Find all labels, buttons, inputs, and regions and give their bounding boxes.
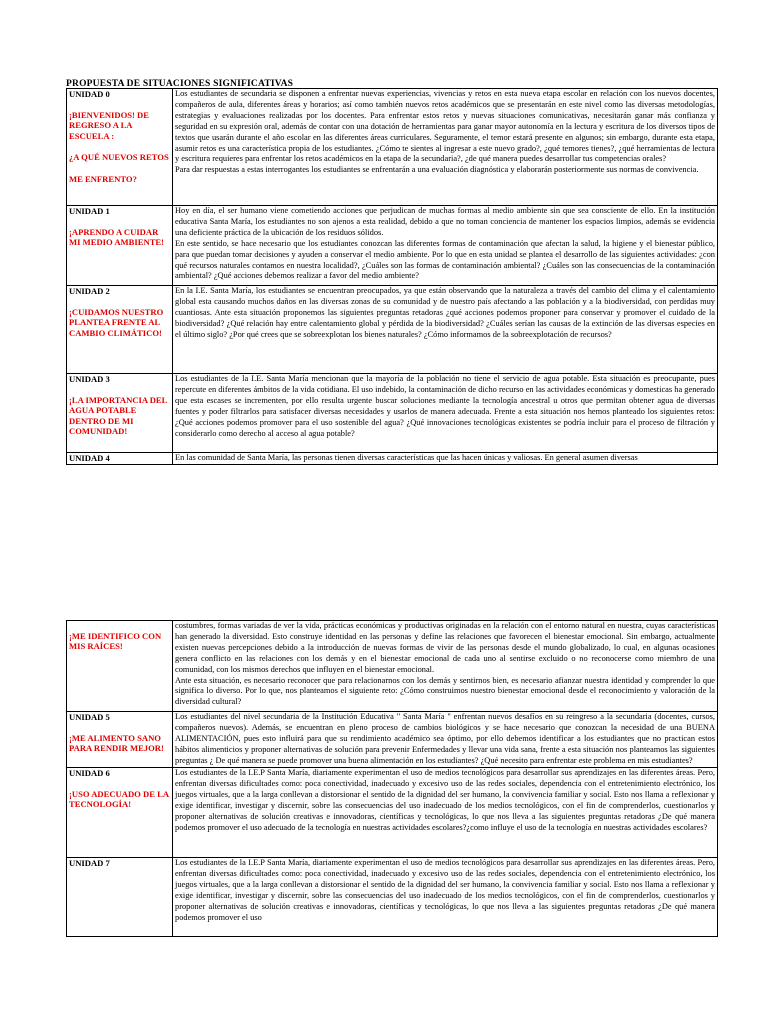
situations-table-page-1 xyxy=(66,88,718,465)
unit-cell xyxy=(67,374,173,453)
unit-label: UNIDAD 0 xyxy=(69,89,110,99)
unit-label: UNIDAD 4 xyxy=(69,453,110,463)
document-title: PROPUESTA DE SITUACIONES SIGNIFICATIVAS xyxy=(66,79,294,89)
unit-theme xyxy=(69,227,170,248)
unit-theme xyxy=(69,789,170,810)
unit-cell xyxy=(67,453,173,465)
unit-row xyxy=(67,768,718,858)
unit-theme xyxy=(69,631,170,652)
description-paragraph: Los estudiantes de la I.E. Santa María mencionan que la mayoría de la población no tiene el servicio de agua potable. Esta situación es preocupante, pues repercute en diferentes ámbitos de la vida cotidiana. El uso indebido, la contaminación de dicho recurso en las actividades económicas y domesticas ha generado que esta escases se incrementen, por ello resulta urgente buscar soluciones mediante la tecnología ancestral u otros que permitan obtener agua de diversas fuentes y poder filtrarlos para satisfacer diversas necesidades y usarlos de manera adecuada. Frente a esta situación nos hemos planteado los siguientes retos: ¿Qué acciones podemos promover para el uso sostenible del agua? ¿Qué innovaciones tecnológicas existentes se podría incluir para el proceso de filtración y considerarlo como derecho al acceso al agua potable? xyxy=(175,374,715,438)
description-paragraph: En este sentido, se hace necesario que los estudiantes conozcan las diferentes formas de contaminación que afectan la salud, la higiene y el bienestar público, para que puedan tomar decisiones y ayuden a conservar el medio ambiente. Por lo que en esta unidad se plantea el desarrollo de las siguientes actividades: ¿con qué recursos naturales contamos en nuestra localidad?, ¿Cuáles son las formas de contaminación ambiental? ¿Cuáles son las consecuencias de la contaminación ambiental? ¿Qué acciones debemos realizar a favor del medio ambiente? xyxy=(175,238,715,281)
situations-table-page-2 xyxy=(66,620,718,937)
unit-description xyxy=(173,858,718,937)
unit-theme-line: ME ENFRENTO? xyxy=(69,173,137,184)
unit-description xyxy=(173,712,718,768)
unit-row xyxy=(67,712,718,768)
unit-theme xyxy=(69,307,170,338)
unit-row xyxy=(67,621,718,712)
description-paragraph: Ante esta situación, es necesario reconocer que para relacionarnos con los demás y sentirnos bien, es necesario afianzar nuestra identidad y comprender lo que significa lo diverso. Por lo que, nos planteamos el siguiente reto: ¿Cómo construimos nuestro bienestar emocional desde el reconocimiento y valoración de la diversidad cultural? xyxy=(175,675,715,707)
unit-label: UNIDAD 6 xyxy=(69,768,110,778)
unit-row xyxy=(67,286,718,374)
unit-label: UNIDAD 1 xyxy=(69,206,110,216)
unit-theme-line: ¡USO ADECUADO DE LA TECNOLOGÍA! xyxy=(69,788,169,810)
description-paragraph: Los estudiantes de la I.E.P Santa María, diariamente experimentan el uso de medios tecnológicos para desarrollar sus aprendizajes en las diferentes áreas. Pero, enfrentan diversas dificultades como: poca conectividad, inadecuado y excesivo uso de las redes sociales, dependencia con el entretenimiento electrónico, los juegos virtuales, que a la larga conllevan a distorsionar el sentido de la dignidad del ser humano, la convivencia familiar y social. Esto nos llama a reflexionar y exige identificar, investigar y discernir, sobre las consecuencias del uso inadecuado de los medios tecnológicos, con el fin de comprenderlos, cuestionarlos y proponer alternativas de solución creativas e innovadoras, científicas y tecnológicas, lo que nos lleva a las siguientes preguntas retadoras ¿De qué manera podemos promover el uso xyxy=(175,858,715,922)
unit-cell xyxy=(67,858,173,937)
unit-theme-line: ¡BIENVENIDOS! DE REGRESO A LA ESCUELA : xyxy=(69,109,149,141)
unit-theme xyxy=(69,395,170,437)
unit-cell xyxy=(67,206,173,286)
unit-cell xyxy=(67,712,173,768)
unit-theme-line: ¡ME ALIMENTO SANO PARA RENDIR MEJOR! xyxy=(69,732,164,754)
unit-cell xyxy=(67,89,173,206)
unit-label: UNIDAD 2 xyxy=(69,286,110,296)
description-paragraph: costumbres, formas variadas de ver la vida, prácticas económicas y productivas originadas en la relación con el entorno natural en nuestra, cuyas características han generado la diversidad. Esto construye identidad en las personas y define las relaciones que favorecen el bienestar emocional. Sin embargo, actualmente existen nuevas percepciones debido a la introducción de nuevas formas de vivir de las personas desde el mundo globalizado, lo cual, en algunas ocasiones genera conflicto en las relaciones con los demás y en el bienestar emocional de cada uno al sentirse excluido o no reconocerse como miembro de una comunidad, con los mismos derechos que influyen en el bienestar emocional. xyxy=(175,621,715,674)
unit-theme-line: ¿A QUÉ NUEVOS RETOS xyxy=(69,152,169,163)
unit-description xyxy=(173,621,718,712)
unit-theme-line: ¡ME IDENTIFICO CON MIS RAÍCES! xyxy=(69,631,162,652)
unit-description xyxy=(173,768,718,858)
unit-label: UNIDAD 5 xyxy=(69,712,110,722)
unit-description xyxy=(173,206,718,286)
unit-description xyxy=(173,286,718,374)
unit-theme xyxy=(69,733,170,754)
unit-row xyxy=(67,89,718,206)
unit-cell xyxy=(67,621,173,712)
description-paragraph: Hoy en día, el ser humano viene cometiendo acciones que perjudican de muchas formas al medio ambiente sin que sea consciente de ello. En la institución educativa Santa María, los estudiantes no son ajenos a esta realidad, debido a que no toman conciencia de mantener los espacios limpios, además se evidencia una deficiente práctica de la ubicación de los residuos sólidos. xyxy=(175,206,715,237)
unit-description xyxy=(173,374,718,453)
description-paragraph: Para dar respuestas a estas interrogantes los estudiantes se enfrentarán a una evaluación diagnóstica y elaborarán posteriormente sus normas de convivencia. xyxy=(175,165,699,175)
unit-row xyxy=(67,858,718,937)
unit-theme-line: ¡LA IMPORTANCIA DEL AGUA POTABLE DENTRO DE MI COMUNIDAD! xyxy=(69,394,167,437)
unit-row xyxy=(67,374,718,453)
unit-description xyxy=(173,89,718,206)
unit-theme-line: ¡APRENDO A CUIDAR MI MEDIO AMBIENTE! xyxy=(69,226,165,248)
description-paragraph: Los estudiantes del nivel secundaria de la Institución Educativa " Santa María " enfrentan nuevos desafíos en su reingreso a la secundaria (docentes, cursos, compañeros nuevos). Además, se encuentran en pleno proceso de cambios biológicos y se hace necesario que conozcan la necesidad de una BUENA ALIMENTACIÓN, pues esto influirá para que su rendimiento académico sea óptimo, por ello debemos identificar a los estudiantes que no practican estos hábitos alimenticios y proponer alternativas de solución para prevenir Enfermedades y llevar una vida sana, frente a esta situación nos planteamos las siguientes preguntas ¿ De qué manera se puede promover una buena alimentación en los estudiantes? ¿Qué necesito para enfrentar este problema en mis estudiantes? xyxy=(175,712,715,765)
unit-label: UNIDAD 7 xyxy=(69,858,110,868)
unit-theme-line: ¡CUIDAMOS NUESTRO PLANTEA FRENTE AL CAMBIO CLIMÁTICO! xyxy=(69,306,164,338)
description-paragraph: En la I.E. Santa María, los estudiantes se encuentran preocupados, ya que están observando que la naturaleza a través del cambio del clima y el calentamiento global esta causando muchos daños en las diversas zonas de su comunidad y de nuestro país afectando a las población y a la biodiversidad, con perdidas muy cuantiosas. Ante esta situación proponemos las siguientes preguntas retadoras ¿qué acciones podemos proponer para conservar y promover el cuidado de la biodiversidad? ¿Qué relación hay entre calentamiento global y pérdida de la biodiversidad? ¿Cuáles serían las causas de la extinción de las diversas especies en el último siglo? ¿Por qué crees que se sobreexplotan los bienes naturales? ¿Cómo informamos de la sobreexplotación de recursos? xyxy=(175,286,715,339)
unit-cell xyxy=(67,768,173,858)
unit-row xyxy=(67,206,718,286)
unit-cell xyxy=(67,286,173,374)
description-paragraph: Los estudiantes de la I.E.P Santa María, diariamente experimentan el uso de medios tecnológicos para desarrollar sus aprendizajes en las diferentes áreas. Pero, enfrentan diversas dificultades como: poca conectividad, inadecuado y excesivo uso de las redes sociales, dependencia con el entretenimiento electrónico, los juegos virtuales, que a la larga conllevan a distorsionar el sentido de la dignidad del ser humano, la convivencia familiar y social. Esto nos llama a reflexionar y exige identificar, investigar y discernir, sobre las consecuencias del uso inadecuado de los medios tecnológicos, con el fin de comprenderlos, cuestionarlos y proponer alternativas de solución creativas e innovadoras, científicas y tecnológicas, lo que nos lleva a las siguientes preguntas retadoras ¿De qué manera podemos promover el uso adecuado de la tecnología en nuestras actividades escolares?¿como influye el uso de la tecnología en nuestras actividades escolares? xyxy=(175,768,715,832)
unit-label: UNIDAD 3 xyxy=(69,374,110,384)
unit-row xyxy=(67,453,718,465)
unit-theme xyxy=(69,110,170,184)
unit-description xyxy=(173,453,718,465)
description-paragraph: En las comunidad de Santa María, las personas tienen diversas características que las hacen únicas y valiosas. En general asumen diversas xyxy=(175,453,638,462)
description-paragraph: Los estudiantes de secundaria se disponen a enfrentar nuevas experiencias, vivencias y retos en esta nueva etapa escolar en relación con los nuevos docentes, compañeros de aula, diferentes áreas y horarios; así como también nuevos retos académicos que se presentarán en este nivel como las diversas metodologías, estrategias y evaluaciones realizadas por los docentes. Para enfrentar estos retos y nuevas situaciones comunicativas, necesitarán ganar más confianza y seguridad en su expresión oral, además de contar con una dotación de herramientas para ganar mayor autonomía en la lectura y escritura de los diversos tipos de textos que usarán durante el año escolar en las diferentes áreas curriculares. Seguramente, el temor estará presente en algunos; sin embargo, durante esta etapa, asumir retos es una característica propia de los estudiantes. ¿Cómo te sientes al ingresar a este nuevo grado?, ¿qué temores tienes?, ¿qué herramientas de lectura y escritura requieres para enfrentar los retos académicos en la etapa de la secundaria?, ¿de qué manera puedes desarrollar tus competencias orales? xyxy=(175,89,715,164)
